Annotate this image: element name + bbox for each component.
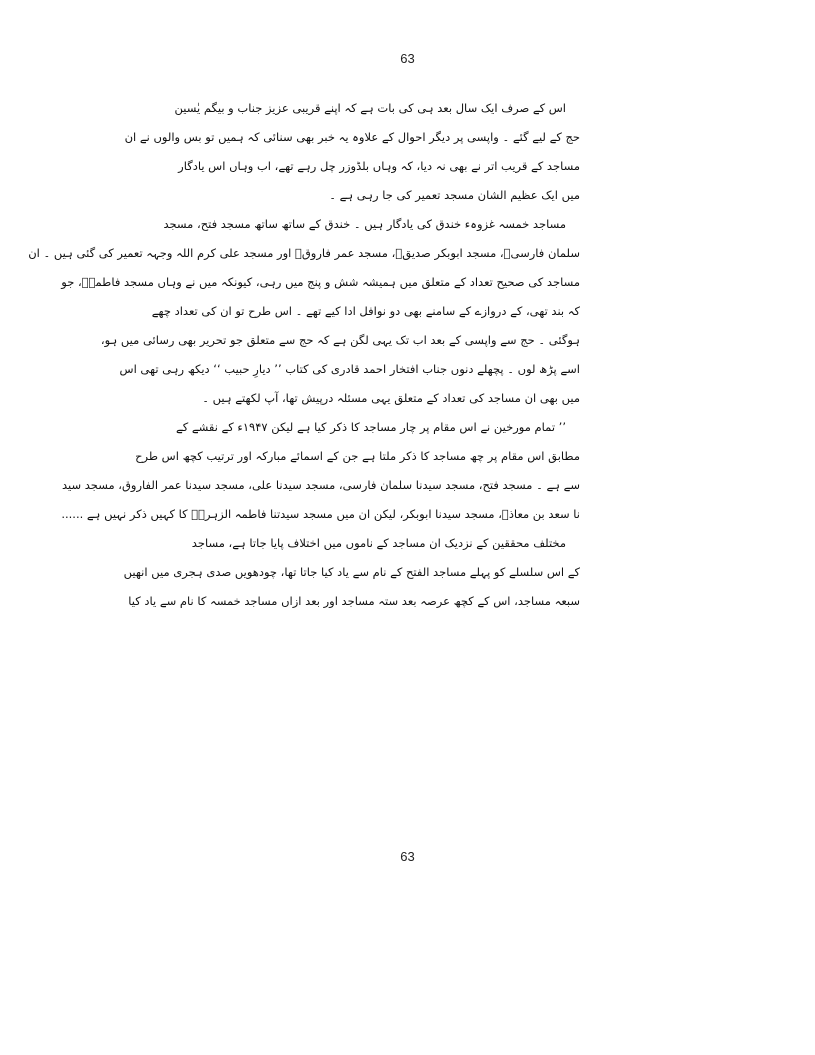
text-line: مساجد کی صحیح تعداد کے متعلق میں ہمیشہ شش و پنج میں رہی، کیونکہ میں نے وہاں مسجد فاطمہؓ، جو bbox=[61, 275, 580, 289]
page-number-top: 63 bbox=[400, 51, 415, 66]
text-line: مختلف محققین کے نزدیک ان مساجد کے ناموں میں اختلاف پایا جاتا ہے، مساجد bbox=[191, 536, 566, 550]
text-line: اسے پڑھ لوں ۔ پچھلے دنوں جناب افتخار احمد قادری کی کتاب ’’ دیارِ حبیب ‘‘ دیکھ رہی تھی اس bbox=[119, 362, 580, 376]
paragraph bbox=[61, 413, 580, 529]
text-line: سبعہ مساجد، اس کے کچھ عرصہ بعد ستہ مساجد اور بعد ازاں مساجد خمسہ کا نام سے یاد کیا bbox=[128, 594, 580, 608]
text-line: میں بھی ان مساجد کی تعداد کے متعلق یہی مسئلہ درپیش تھا، آپ لکھتے ہیں ۔ bbox=[202, 391, 580, 405]
text-line: سے ہے ۔ مسجد فتح، مسجد سیدنا سلمان فارسی، مسجد سیدنا علی، مسجد سیدنا عمر الفاروق، مسجد سید bbox=[61, 478, 580, 492]
text-line: مساجد کے قریب اتر نے بھی نہ دیا، کہ وہاں بلڈوزر چل رہے تھے، اب وہاں اس یادگار bbox=[178, 159, 580, 173]
page-body bbox=[28, 94, 580, 616]
text-line: ’’ تمام مورخین نے اس مقام پر چار مساجد کا ذکر کیا ہے لیکن ۱۹۴۷ء کے نقشے کے bbox=[176, 420, 566, 434]
text-line: مطابق اس مقام پر چھ مساجد کا ذکر ملتا ہے جن کے اسمائے مبارکہ اور ترتیب کچھ اس طرح bbox=[135, 449, 580, 463]
text-line: اس کے صرف ایک سال بعد ہی کی بات ہے کہ اپنے قریبی عزیز جناب و بیگم یٰسین bbox=[174, 101, 566, 115]
text-line: حج کے لیے گئے ۔ واپسی پر دیگر احوال کے علاوہ یہ خبر بھی سنائی کہ ہمیں تو بس والوں نے ان bbox=[124, 130, 580, 144]
text-line: نا سعد بن معاذؓ، مسجد سیدنا ابوبکر، لیکن ان میں مسجد سیدتنا فاطمہ الزہرہؓ کا کہیں ذکر نہیں ہے ...... bbox=[61, 507, 580, 521]
text-line: مساجد خمسہ غزوہء خندق کی یادگار ہیں ۔ خندق کے ساتھ ساتھ مسجد فتح، مسجد bbox=[163, 217, 566, 231]
text-line: میں ایک عظیم الشان مسجد تعمیر کی جا رہی ہے ۔ bbox=[329, 188, 580, 202]
text-line: ہوگئی ۔ حج سے واپسی کے بعد اب تک یہی لگن ہے کہ حج سے متعلق جو تحریر بھی رسائی میں ہو، bbox=[100, 333, 580, 347]
paragraph bbox=[124, 94, 580, 210]
text-line: سلمان فارسیؓ، مسجد ابوبکر صدیقؓ، مسجد عمر فاروقؓ اور مسجد علی کرم اللہ وجہہ تعمیر کی گئی ہیں ۔ ان bbox=[28, 246, 580, 260]
page-number-bottom: 63 bbox=[400, 849, 415, 864]
text-line: کے اس سلسلے کو پہلے مساجد الفتح کے نام سے یاد کیا جاتا تھا، چودھویں صدی ہجری میں انھیں bbox=[123, 565, 580, 579]
text-line: کہ بند تھی، کے دروازے کے سامنے بھی دو نوافل ادا کیے تھے ۔ اس طرح تو ان کی تعداد چھے bbox=[151, 304, 580, 318]
paragraph bbox=[28, 210, 580, 413]
paragraph bbox=[123, 529, 580, 616]
